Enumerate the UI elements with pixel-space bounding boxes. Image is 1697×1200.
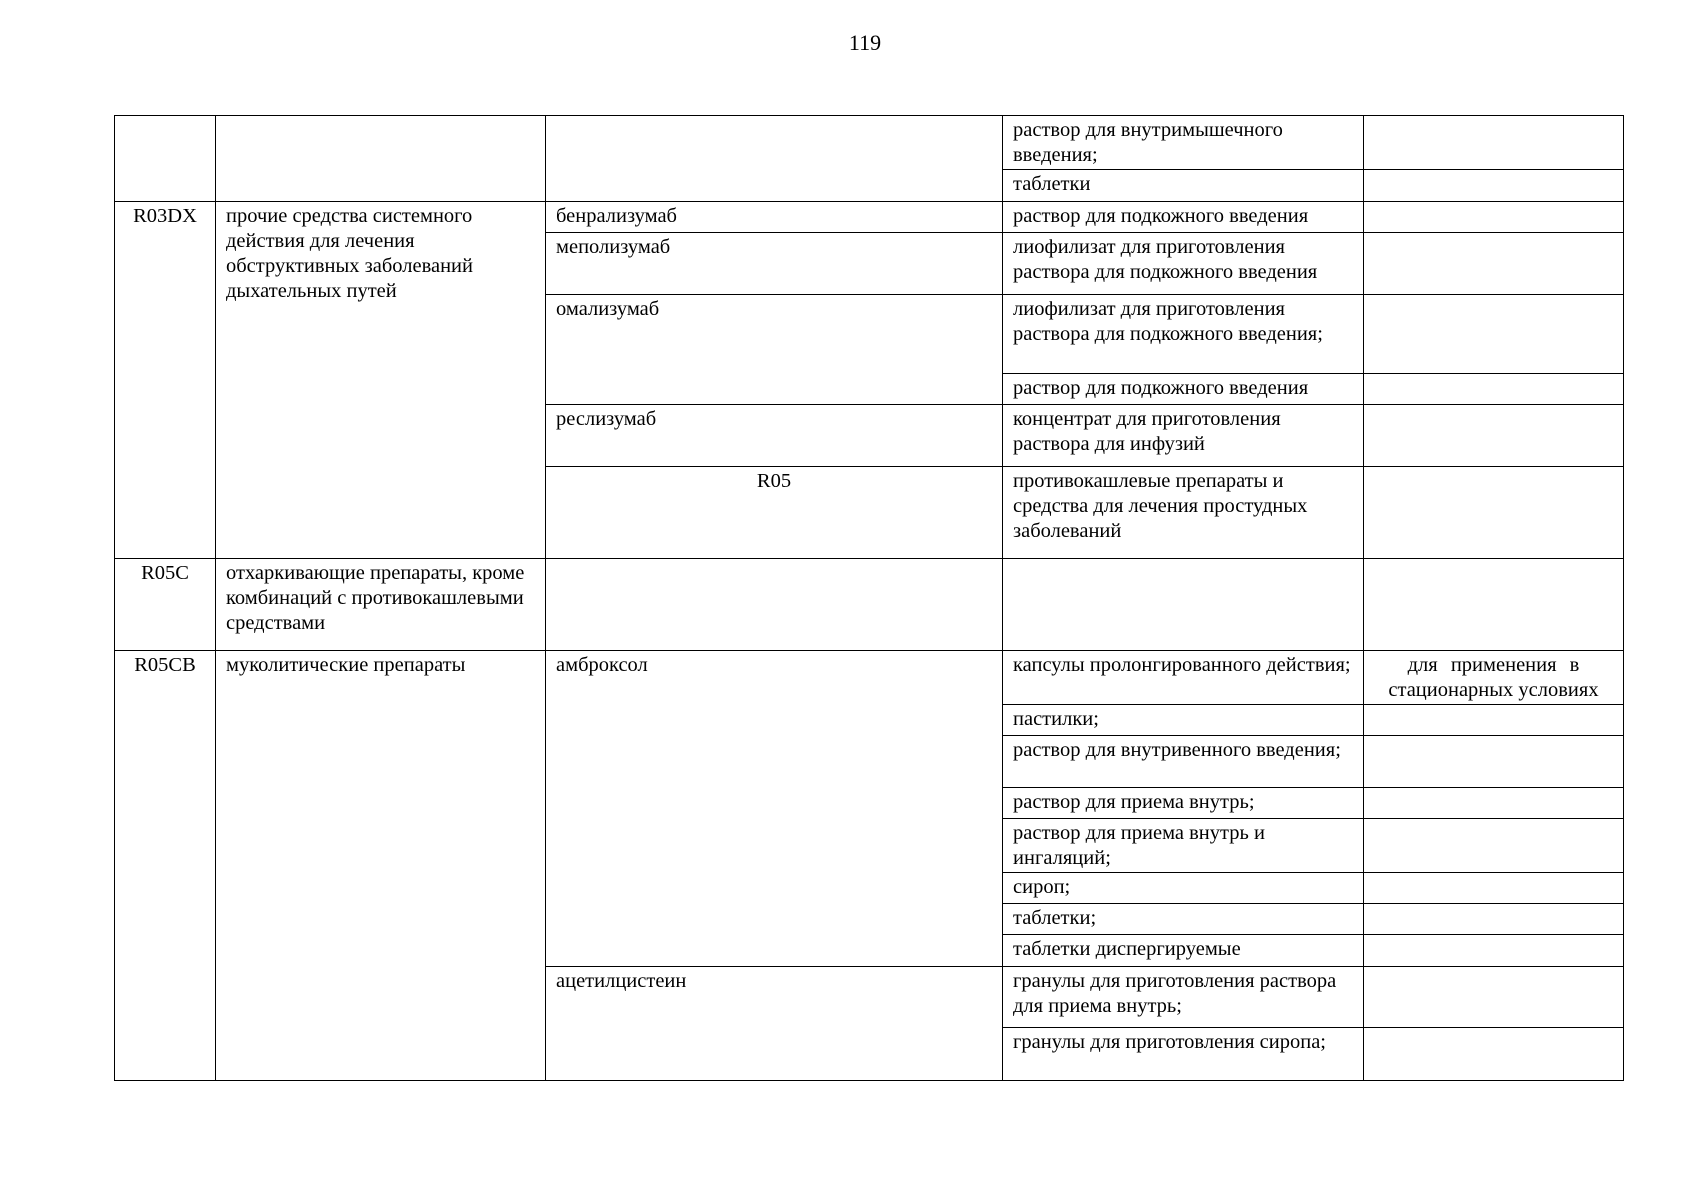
condition-cell: [1364, 233, 1624, 295]
form-cell: раствор для подкожного введения: [1003, 202, 1364, 233]
condition-text: стационарных условиях: [1388, 679, 1599, 701]
group-cell: противокашлевые препараты и средства для лечения простудных заболеваний: [1003, 467, 1364, 559]
form-cell: лиофилизат для приготовления раствора для подкожного введения: [1003, 233, 1364, 295]
drug-cell: реслизумаб: [546, 405, 1003, 467]
code-cell: R05CB: [115, 651, 216, 1081]
form-cell: [1003, 559, 1364, 651]
drug-cell: [546, 116, 1003, 202]
form-cell: раствор для подкожного введения: [1003, 374, 1364, 405]
form-cell: таблетки;: [1003, 904, 1364, 935]
form-cell: концентрат для приготовления раствора для инфузий: [1003, 405, 1364, 467]
drug-cell: [546, 559, 1003, 651]
group-cell: отхаркивающие препараты, кроме комбинаций с противокашлевыми средствами: [216, 559, 546, 651]
drug-cell: ацетилцистеин: [546, 967, 1003, 1081]
condition-cell: [1364, 819, 1624, 873]
form-cell: раствор для внутривенного введения;: [1003, 736, 1364, 788]
condition-cell: [1364, 295, 1624, 374]
condition-cell: [1364, 935, 1624, 967]
table-row: [115, 651, 1624, 705]
condition-cell: [1364, 651, 1624, 705]
drug-cell: [1364, 467, 1624, 559]
condition-cell: [1364, 705, 1624, 736]
form-cell: гранулы для приготовления раствора для приема внутрь;: [1003, 967, 1364, 1028]
condition-cell: [1364, 202, 1624, 233]
form-cell: раствор для приема внутрь;: [1003, 788, 1364, 819]
code-cell: R03DX: [115, 202, 216, 559]
condition-cell: [1364, 788, 1624, 819]
condition-text: для применения в: [1407, 654, 1580, 676]
drug-cell: меполизумаб: [546, 233, 1003, 295]
condition-cell: [1364, 904, 1624, 935]
form-cell: таблетки: [1003, 170, 1364, 202]
condition-cell: [1364, 736, 1624, 788]
page-number: 119: [848, 30, 882, 55]
form-cell: раствор для приема внутрь и ингаляций;: [1003, 819, 1364, 873]
drug-cell: бенрализумаб: [546, 202, 1003, 233]
condition-cell: [1364, 374, 1624, 405]
condition-cell: [1364, 1028, 1624, 1081]
table-row: [115, 116, 1624, 170]
drug-cell: омализумаб: [546, 295, 1003, 405]
code-cell: [115, 116, 216, 202]
form-cell: раствор для внутримышечного введения;: [1003, 116, 1364, 170]
condition-cell: [1364, 967, 1624, 1028]
form-cell: лиофилизат для приготовления раствора для подкожного введения;: [1003, 295, 1364, 374]
code-cell: R05: [546, 467, 1003, 559]
form-cell: сироп;: [1003, 873, 1364, 904]
condition-cell: [1364, 405, 1624, 467]
form-cell: пастилки;: [1003, 705, 1364, 736]
condition-cell: [1364, 559, 1624, 651]
code-cell: R05C: [115, 559, 216, 651]
drug-cell: амброксол: [546, 651, 1003, 967]
table-row: [115, 202, 1624, 233]
condition-cell: [1364, 170, 1624, 202]
medication-table: [114, 115, 1624, 1081]
form-cell: таблетки диспергируемые: [1003, 935, 1364, 967]
table-row: [115, 559, 1624, 651]
condition-cell: [1364, 116, 1624, 170]
group-cell: прочие средства системного действия для лечения обструктивных заболеваний дыхательных путей: [216, 202, 546, 559]
group-cell: [216, 116, 546, 202]
group-cell: муколитические препараты: [216, 651, 546, 1081]
form-cell: капсулы пролонгированного действия;: [1003, 651, 1364, 705]
condition-cell: [1364, 873, 1624, 904]
form-cell: гранулы для приготовления сиропа;: [1003, 1028, 1364, 1081]
